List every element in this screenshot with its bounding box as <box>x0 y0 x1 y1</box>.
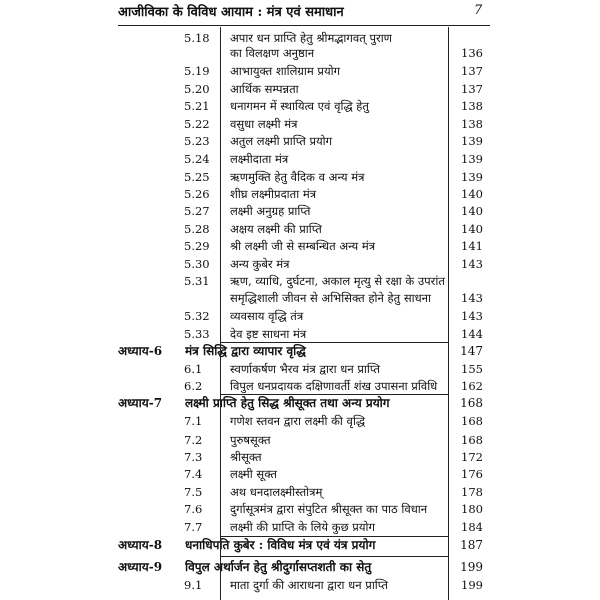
entry-title: गणेश स्तवन द्वारा लक्ष्मी की वृद्धि <box>230 414 366 428</box>
chapter-row <box>0 536 600 554</box>
entry-number: 5.22 <box>184 117 210 131</box>
chapter-label: अध्याय-7 <box>118 396 163 410</box>
entry-number: 7.2 <box>184 433 203 447</box>
page-number: 7 <box>474 3 483 18</box>
entry-number: 6.2 <box>184 379 203 393</box>
toc-entry-row <box>0 237 600 255</box>
entry-number: 5.26 <box>184 187 210 201</box>
entry-page-number: 137 <box>461 64 483 78</box>
chapter-title: धनाधिपति कुबेर : विविध मंत्र एवं यंत्र प्रयोग <box>185 538 376 552</box>
chapter-rule-6 <box>220 342 448 343</box>
entry-number: 5.23 <box>184 134 210 148</box>
entry-page-number: 139 <box>461 134 483 148</box>
entry-number: 5.28 <box>184 222 210 236</box>
toc-entry-row <box>0 202 600 220</box>
chapter-title: विपुल अर्थार्जन हेतु श्रीदुर्गासप्तशती का सेतु <box>185 560 372 574</box>
toc-entry-row <box>0 307 600 325</box>
toc-entry-row <box>0 115 600 133</box>
entry-page-number: 176 <box>461 467 483 481</box>
entry-number: 5.29 <box>184 239 210 253</box>
entry-number: 5.25 <box>184 170 210 184</box>
entry-title: श्री लक्ष्मी जी से सम्बन्धित अन्य मंत्र <box>230 239 376 253</box>
toc-entry-row <box>0 97 600 115</box>
entry-title: लक्ष्मी अनुग्रह प्राप्ति <box>230 204 311 218</box>
entry-title: लक्ष्मी सूक्त <box>230 467 277 481</box>
chapter-title: लक्ष्मी प्राप्ति हेतु सिद्ध श्रीसूक्त तथा अन्य प्रयोग <box>185 396 390 410</box>
entry-page-number: 137 <box>461 82 483 96</box>
entry-page-number: 140 <box>461 204 483 218</box>
toc-entry-row <box>0 168 600 186</box>
chapter-rule-9 <box>220 556 448 557</box>
entry-page-number: 155 <box>461 362 483 376</box>
entry-title: विपुल धनप्रदायक दक्षिणावर्ती शंख उपासना प्रविधि <box>230 379 438 393</box>
toc-entry-row <box>0 185 600 203</box>
entry-page-number: 187 <box>460 538 483 552</box>
entry-page-number: 184 <box>461 520 483 534</box>
toc-entry-row <box>0 412 600 430</box>
entry-page-number: 136 <box>461 46 483 60</box>
entry-title: दुर्गासूत्रमंत्र द्वारा संपुटित श्रीसूक्त का पाठ विधान <box>230 502 428 516</box>
entry-page-number: 138 <box>461 99 483 113</box>
entry-number: 7.1 <box>184 414 203 428</box>
entry-number: 7.6 <box>184 502 203 516</box>
entry-number: 5.32 <box>184 309 210 323</box>
toc-entry-row <box>0 518 600 536</box>
entry-title: माता दुर्गा की आराधना द्वारा धन प्राप्ति <box>230 578 388 592</box>
entry-number: 7.5 <box>184 485 203 499</box>
chapter-rule-7 <box>220 394 448 395</box>
entry-number: 5.33 <box>184 327 210 341</box>
entry-title: शीघ्र लक्ष्मीप्रदाता मंत्र <box>230 187 317 201</box>
chapter-label: अध्याय-9 <box>118 560 163 574</box>
entry-title: अक्षय लक्ष्मी की प्राप्ति <box>230 222 322 236</box>
entry-title: अथ धनदालक्ष्मीस्तोत्रम् <box>230 485 323 499</box>
toc-entry-row <box>0 325 600 343</box>
entry-title: ऋणमुक्ति हेतु वैदिक व अन्य मंत्र <box>230 170 365 184</box>
entry-number: 7.3 <box>184 450 203 464</box>
page-column-rule <box>448 27 449 600</box>
entry-number: 6.1 <box>184 362 203 376</box>
entry-number: 5.30 <box>184 257 210 271</box>
entry-page-number: 172 <box>461 450 483 464</box>
entry-title: वसुधा लक्ष्मी मंत्र <box>230 117 298 131</box>
entry-number: 5.21 <box>184 99 210 113</box>
entry-page-number: 168 <box>460 396 483 410</box>
entry-page-number: 168 <box>461 414 483 428</box>
chapter-row <box>0 342 600 360</box>
toc-entry-row <box>0 377 600 395</box>
entry-page-number: 147 <box>460 344 483 358</box>
entry-title: आभायुक्त शालिग्राम प्रयोग <box>230 64 341 78</box>
toc-entry-row <box>0 431 600 449</box>
entry-title: समृद्धिशाली जीवन से अभिसिक्त होने हेतु साधना <box>230 291 432 305</box>
toc-entry-row <box>0 465 600 483</box>
toc-entry-row <box>0 132 600 150</box>
chapter-label: अध्याय-6 <box>118 344 163 358</box>
entry-title: स्वर्णाकर्षण भैरव मंत्र द्वारा धन प्राप्ति <box>230 362 380 376</box>
chapter-title: मंत्र सिद्धि द्वारा व्यापार वृद्धि <box>185 344 306 358</box>
entry-title: व्यवसाय वृद्धि तंत्र <box>230 309 304 323</box>
entry-title: श्रीसूक्त <box>230 450 262 464</box>
entry-number: 5.20 <box>184 82 210 96</box>
entry-number: 5.24 <box>184 152 210 166</box>
column-rule <box>220 27 221 600</box>
chapter-label: अध्याय-8 <box>118 538 163 552</box>
entry-title: ऋण, व्याधि, दुर्घटना, अकाल मृत्यु से रक्षा के उपरांत <box>230 274 445 288</box>
entry-title: अन्य कुबेर मंत्र <box>230 257 290 271</box>
entry-title: आर्थिक सम्पन्नता <box>230 82 299 96</box>
toc-entry-row <box>0 80 600 98</box>
toc-entry-row <box>0 62 600 80</box>
entry-page-number: 143 <box>461 309 483 323</box>
toc-entry-row <box>0 289 600 307</box>
entry-title: देव इष्ट साधना मंत्र <box>230 327 307 341</box>
chapter-rule-8 <box>220 536 448 537</box>
toc-entry-row <box>0 448 600 466</box>
entry-number: 5.27 <box>184 204 210 218</box>
toc-entry-row <box>0 150 600 168</box>
toc-entry-row <box>0 272 600 290</box>
entry-page-number: 141 <box>461 239 483 253</box>
chapter-row <box>0 394 600 412</box>
toc-entry-row <box>0 500 600 518</box>
entry-page-number: 139 <box>461 170 483 184</box>
entry-page-number: 180 <box>461 502 483 516</box>
toc-entry-row <box>0 44 600 62</box>
entry-page-number: 140 <box>461 222 483 236</box>
entry-title: लक्ष्मी की प्राप्ति के लिये कुछ प्रयोग <box>230 520 375 534</box>
entry-page-number: 144 <box>461 327 483 341</box>
toc-entry-row <box>0 220 600 238</box>
entry-page-number: 168 <box>461 433 483 447</box>
entry-title: धनागमन में स्थायित्व एवं वृद्धि हेतु <box>230 99 369 113</box>
entry-page-number: 199 <box>460 560 483 574</box>
entry-number: 7.7 <box>184 520 203 534</box>
toc-entry-row <box>0 483 600 501</box>
entry-number: 5.19 <box>184 64 210 78</box>
entry-page-number: 138 <box>461 117 483 131</box>
entry-number: 7.4 <box>184 467 203 481</box>
entry-title: पुरुषसूक्त <box>230 433 271 447</box>
entry-number: 9.1 <box>184 578 203 592</box>
entry-title: का विलक्षण अनुष्ठान <box>230 46 315 60</box>
entry-page-number: 178 <box>461 485 483 499</box>
toc-entry-row <box>0 576 600 594</box>
entry-page-number: 162 <box>461 379 483 393</box>
entry-page-number: 143 <box>461 291 483 305</box>
entry-number: 5.31 <box>184 274 210 288</box>
running-header: आजीविका के विविध आयाम : मंत्र एवं समाधान <box>118 5 344 20</box>
entry-page-number: 140 <box>461 187 483 201</box>
entry-page-number: 139 <box>461 152 483 166</box>
toc-entry-row <box>0 360 600 378</box>
entry-title: अतुल लक्ष्मी प्राप्ति प्रयोग <box>230 134 333 148</box>
entry-title: लक्ष्मीदाता मंत्र <box>230 152 289 166</box>
entry-page-number: 199 <box>461 578 483 592</box>
entry-page-number: 143 <box>461 257 483 271</box>
entry-title: अपार धन प्राप्ति हेतु श्रीमद्भागवत् पुराण <box>230 31 392 45</box>
entry-number: 5.18 <box>184 31 210 45</box>
toc-entry-row <box>0 255 600 273</box>
chapter-row <box>0 558 600 576</box>
